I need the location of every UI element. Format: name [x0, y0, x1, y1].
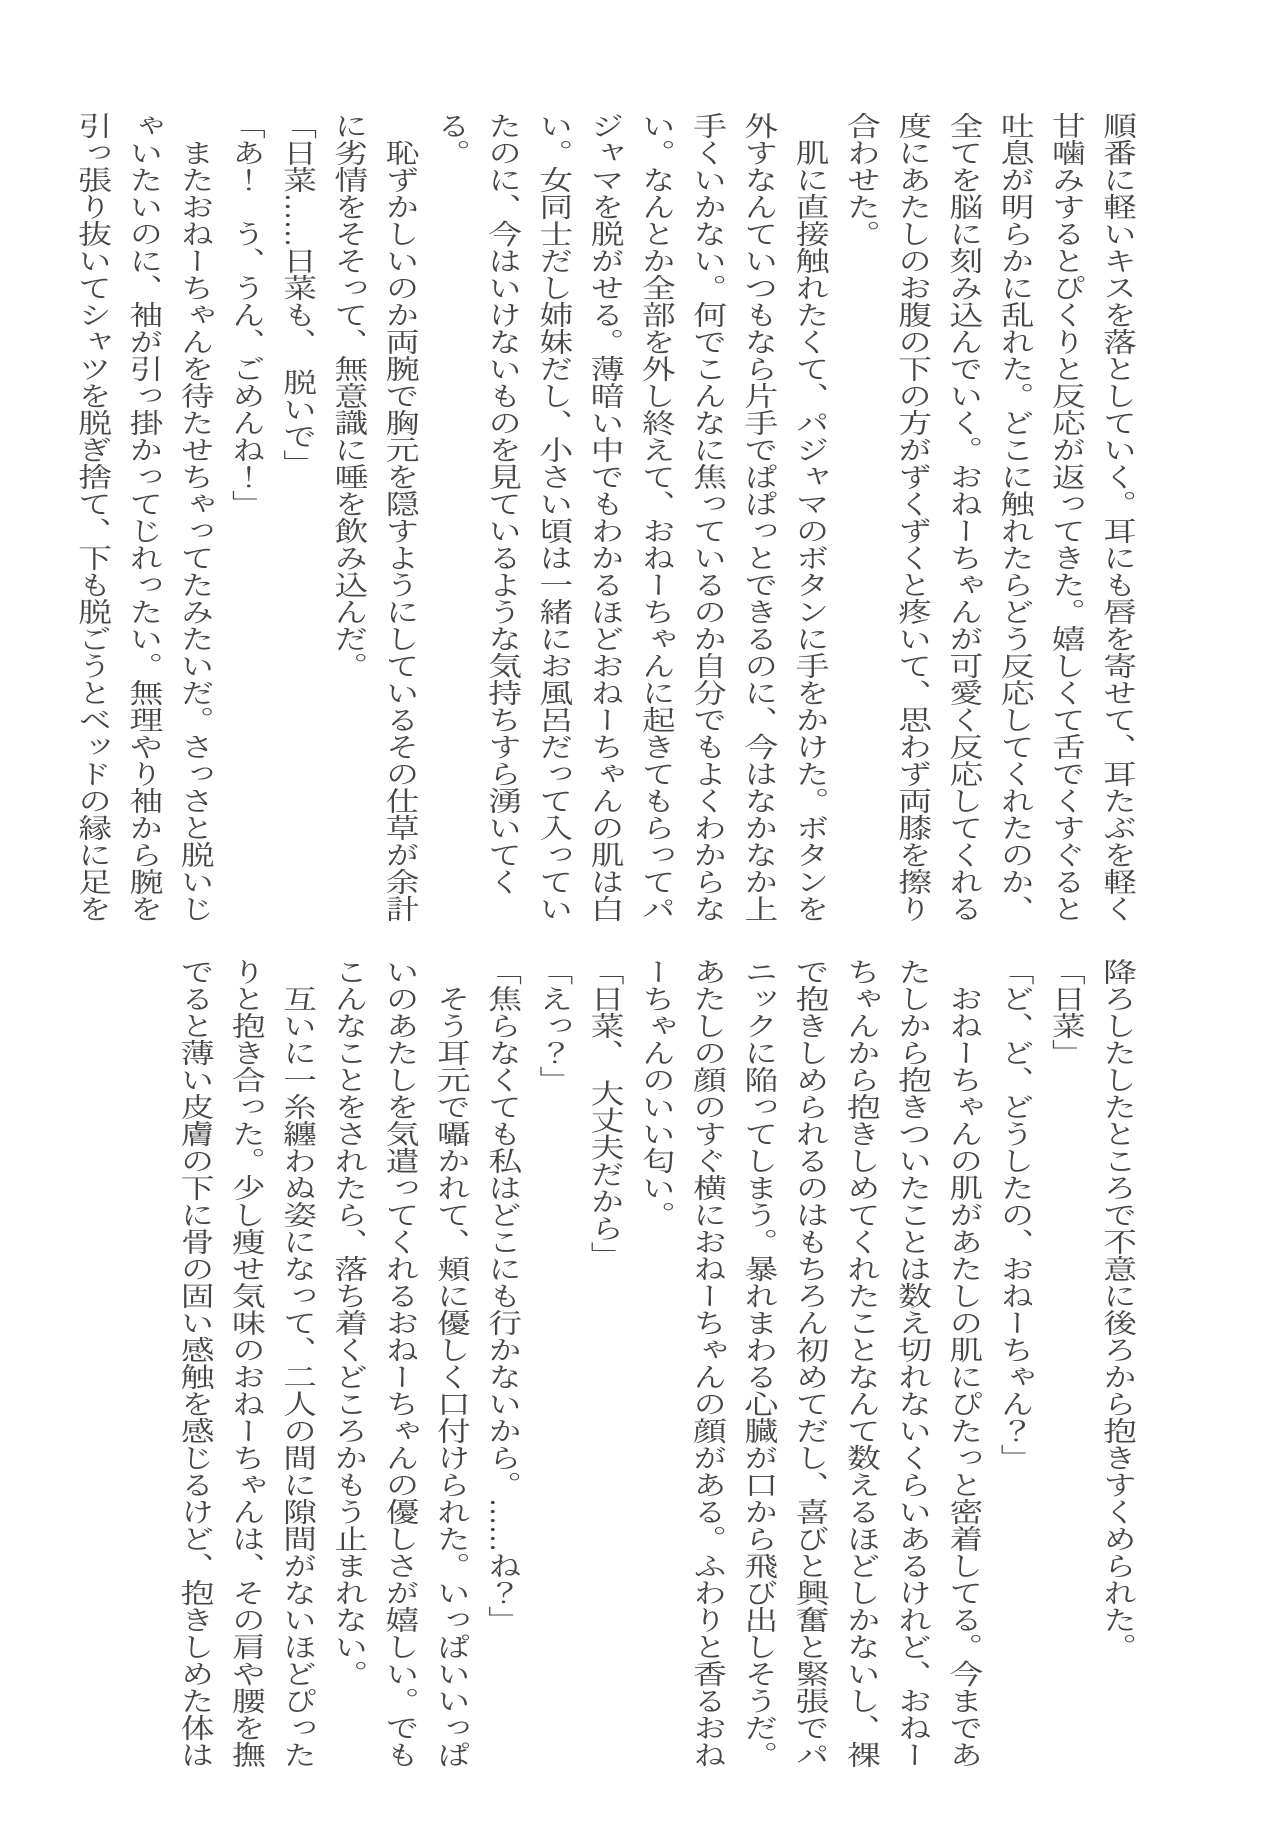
- paragraph: 順番に軽いキスを落としていく。耳にも唇を寄せて、耳たぶを軽く甘噛みするとぴくりと反応が返ってきた。嬉しくて舌でくすぐると吐息が明らかに乱れた。どこに触れたらどう反応してくれたのか、全てを脳に刻み込んでいく。おねーちゃんが可愛く反応してくれる度にあたしのお腹の下の方がずくずくと疼いて、思わず両膝を擦り合わせた。: [842, 112, 1136, 922]
- dialogue-line: 「日菜、 大丈夫だから」: [585, 958, 624, 1269]
- paragraph: そう耳元で囁かれて、頬に優しく口付けられた。いっぱいいっぱいのあたしを気遣ってくれるおねーちゃんの優しさが嬉しい。でもこんなことをされたら、落ち着くどころかもう止まれない。: [329, 958, 470, 1768]
- paragraph: 降ろしたしたところで不意に後ろから抱きすくめられた。: [1098, 958, 1136, 1660]
- text-block-top: [66, 112, 1142, 926]
- dialogue-line: 「えっ？」: [534, 958, 572, 1093]
- dialogue-line: 「焦らなくても私はどこにも行かないから。……ね？」: [483, 958, 521, 1633]
- dialogue-line: 「ど、ど、どうしたの、おねーちゃん？」: [995, 958, 1034, 1471]
- dialogue-line: 「日菜」: [1047, 958, 1085, 1066]
- paragraph: 肌に直接触れたくて、パジャマのボタンに手をかけた。ボタンを外すなんていつもなら片手でぱぱっとできるのに、今はなかなか上手くいかない。何でこんなに焦っているのか自分でもよくわからない。なんとか全部を外し終えて、おねーちゃんに起きてもらってパジャマを脱がせる。薄暗い中でもわかるほどおねーちゃんの肌は白い。女同士だし姉妹だし、小さい頃は一緒にお風呂だって入っていたのに、今はいけないものを見ているような気持ちすら湧いてくる。: [432, 112, 829, 922]
- text-block-bottom: [168, 958, 1142, 1772]
- paragraph: 恥ずかしいのか両腕で胸元を隠すようにしているその仕草が余計に劣情をそそって、無意識に唾を飲み込んだ。: [329, 112, 419, 922]
- dialogue-line: 「日菜……日菜も、 脱いで」: [278, 112, 316, 477]
- paragraph: おねーちゃんの肌があたしの肌にぴたっと密着してる。今まであたしから抱きついたことは数え切れないくらいあるけれど、おねーちゃんから抱きしめてくれたことなんて数えるほどしかないし、裸で抱きしめられるのはもちろん初めてだし、喜びと興奮と緊張でパニックに陥ってしまう。暴れまわる心臓が口から飛び出しそうだ。あたしの顔のすぐ横におねーちゃんの顔がある。ふわりと香るおねーちゃんのいい匂い。: [637, 958, 982, 1768]
- dialogue-line: 「あ！ う、うん、ごめんね！」: [227, 112, 265, 517]
- paragraph: 互いに一糸纏わぬ姿になって、二人の間に隙間がないほどぴったりと抱き合った。少し痩せ気味のおねーちゃんは、その肩や腰を撫でると薄い皮膚の下に骨の固い感触を感じるけど、抱きしめた体は: [175, 958, 316, 1768]
- paragraph: またおねーちゃんを待たせちゃってたみたいだ。さっさと脱いじゃいたいのに、袖が引っ掛かってじれったい。無理やり袖から腕を引っ張り抜いてシャツを脱ぎ捨て、下も脱ごうとベッドの縁に足を: [73, 112, 214, 922]
